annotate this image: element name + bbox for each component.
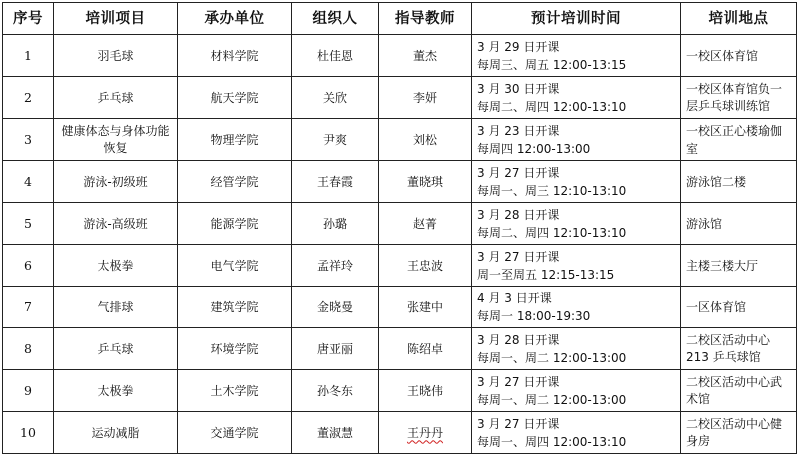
cell-index: 3	[3, 119, 54, 161]
cell-unit: 土木学院	[178, 370, 292, 412]
cell-organizer: 孙璐	[292, 203, 379, 245]
cell-project: 太极拳	[54, 245, 178, 287]
cell-project: 游泳-高级班	[54, 203, 178, 245]
table-row	[3, 77, 797, 119]
time-schedule: 每周一 18:00-19:30	[477, 309, 591, 323]
cell-unit: 环境学院	[178, 328, 292, 370]
cell-teacher: 董晓琪	[379, 161, 472, 203]
cell-location: 一校区体育馆	[681, 35, 797, 77]
cell-unit: 能源学院	[178, 203, 292, 245]
table-row	[3, 287, 797, 328]
location-text: 二校区活动中心武术馆	[686, 374, 783, 406]
cell-location	[681, 412, 797, 454]
cell-location: 游泳馆	[681, 203, 797, 245]
cell-project: 气排球	[54, 287, 178, 328]
cell-organizer: 金晓曼	[292, 287, 379, 328]
cell-organizer: 孟祥玲	[292, 245, 379, 287]
cell-index: 7	[3, 287, 54, 328]
cell-time	[472, 203, 681, 245]
cell-location	[681, 77, 797, 119]
time-schedule: 每周一、周四 12:00-13:10	[477, 434, 627, 449]
header-organizer: 组织人	[292, 3, 379, 35]
cell-time	[472, 370, 681, 412]
cell-organizer: 王春霞	[292, 161, 379, 203]
time-schedule: 每周一、周二 12:00-13:00	[477, 392, 627, 407]
cell-teacher: 王忠波	[379, 245, 472, 287]
cell-project: 太极拳	[54, 370, 178, 412]
time-schedule: 每周一、周二 12:00-13:00	[477, 350, 627, 365]
cell-location: 一区体育馆	[681, 287, 797, 328]
cell-time	[472, 328, 681, 370]
location-text: 二校区活动中心 213 乒乓球馆	[686, 332, 771, 364]
cell-index: 5	[3, 203, 54, 245]
time-schedule: 每周二、周四 12:00-13:10	[477, 99, 627, 114]
cell-teacher: 刘松	[379, 119, 472, 161]
cell-organizer: 董淑慧	[292, 412, 379, 454]
cell-project: 游泳-初级班	[54, 161, 178, 203]
table-row	[3, 161, 797, 203]
header-teacher: 指导教师	[379, 3, 472, 35]
cell-teacher: 李妍	[379, 77, 472, 119]
cell-unit: 建筑学院	[178, 287, 292, 328]
location-text: 二校区活动中心健身房	[686, 416, 783, 448]
cell-unit: 物理学院	[178, 119, 292, 161]
training-schedule-table	[2, 2, 797, 454]
table-row	[3, 203, 797, 245]
cell-location: 主楼三楼大厅	[681, 245, 797, 287]
cell-location: 一校区正心楼瑜伽室	[681, 119, 797, 161]
cell-organizer: 尹爽	[292, 119, 379, 161]
table-row	[3, 328, 797, 370]
time-start: 3 月 30 日开课	[477, 81, 560, 96]
cell-index: 2	[3, 77, 54, 119]
table-row	[3, 412, 797, 454]
teacher-text-spellcheck: 王丹丹	[406, 425, 443, 440]
header-time: 预计培训时间	[472, 3, 681, 35]
cell-teacher: 赵菁	[379, 203, 472, 245]
header-project: 培训项目	[54, 3, 178, 35]
time-schedule: 每周四 12:00-13:00	[477, 141, 591, 156]
cell-location	[681, 370, 797, 412]
cell-teacher: 董杰	[379, 35, 472, 77]
cell-index: 8	[3, 328, 54, 370]
cell-organizer: 孙冬东	[292, 370, 379, 412]
cell-project: 乒乓球	[54, 328, 178, 370]
header-index: 序号	[3, 3, 54, 35]
location-text: 一校区体育馆负一层乒乓球训练馆	[686, 81, 783, 113]
cell-time	[472, 119, 681, 161]
cell-time	[472, 287, 681, 328]
time-schedule: 每周一、周三 12:10-13:10	[477, 183, 627, 198]
time-start: 3 月 28 日开课	[477, 332, 560, 347]
cell-teacher: 陈绍卓	[379, 328, 472, 370]
time-schedule: 每周二、周四 12:10-13:10	[477, 225, 627, 240]
time-start: 3 月 27 日开课	[477, 374, 560, 389]
cell-index: 10	[3, 412, 54, 454]
cell-unit: 交通学院	[178, 412, 292, 454]
cell-organizer: 关欣	[292, 77, 379, 119]
header-unit: 承办单位	[178, 3, 292, 35]
cell-unit: 电气学院	[178, 245, 292, 287]
time-start: 3 月 27 日开课	[477, 165, 560, 180]
time-schedule: 每周三、周五 12:00-13:15	[477, 57, 627, 72]
cell-organizer: 杜佳恩	[292, 35, 379, 77]
time-start: 4 月 3 日开课	[477, 291, 552, 305]
table-row	[3, 119, 797, 161]
cell-time	[472, 35, 681, 77]
time-start: 3 月 28 日开课	[477, 207, 560, 222]
table-row	[3, 35, 797, 77]
header-row	[3, 3, 797, 35]
cell-project: 运动减脂	[54, 412, 178, 454]
cell-location: 游泳馆二楼	[681, 161, 797, 203]
cell-index: 6	[3, 245, 54, 287]
cell-unit: 经管学院	[178, 161, 292, 203]
cell-index: 4	[3, 161, 54, 203]
time-start: 3 月 23 日开课	[477, 123, 560, 138]
cell-teacher: 张建中	[379, 287, 472, 328]
cell-time	[472, 412, 681, 454]
cell-unit: 航天学院	[178, 77, 292, 119]
cell-teacher: 王晓伟	[379, 370, 472, 412]
cell-organizer: 唐亚丽	[292, 328, 379, 370]
table-row	[3, 245, 797, 287]
time-start: 3 月 27 日开课	[477, 416, 560, 431]
time-start: 3 月 29 日开课	[477, 39, 560, 54]
cell-index: 9	[3, 370, 54, 412]
cell-project: 乒乓球	[54, 77, 178, 119]
cell-teacher	[379, 412, 472, 454]
time-start: 3 月 27 日开课	[477, 249, 560, 264]
project-text: 健康体态与身体功能恢复	[61, 123, 170, 155]
cell-time	[472, 245, 681, 287]
cell-location	[681, 328, 797, 370]
table-row	[3, 370, 797, 412]
cell-unit: 材料学院	[178, 35, 292, 77]
time-schedule: 周一至周五 12:15-13:15	[477, 267, 615, 282]
cell-index: 1	[3, 35, 54, 77]
header-location: 培训地点	[681, 3, 797, 35]
cell-time	[472, 161, 681, 203]
cell-project: 羽毛球	[54, 35, 178, 77]
cell-project	[54, 119, 178, 161]
cell-time	[472, 77, 681, 119]
